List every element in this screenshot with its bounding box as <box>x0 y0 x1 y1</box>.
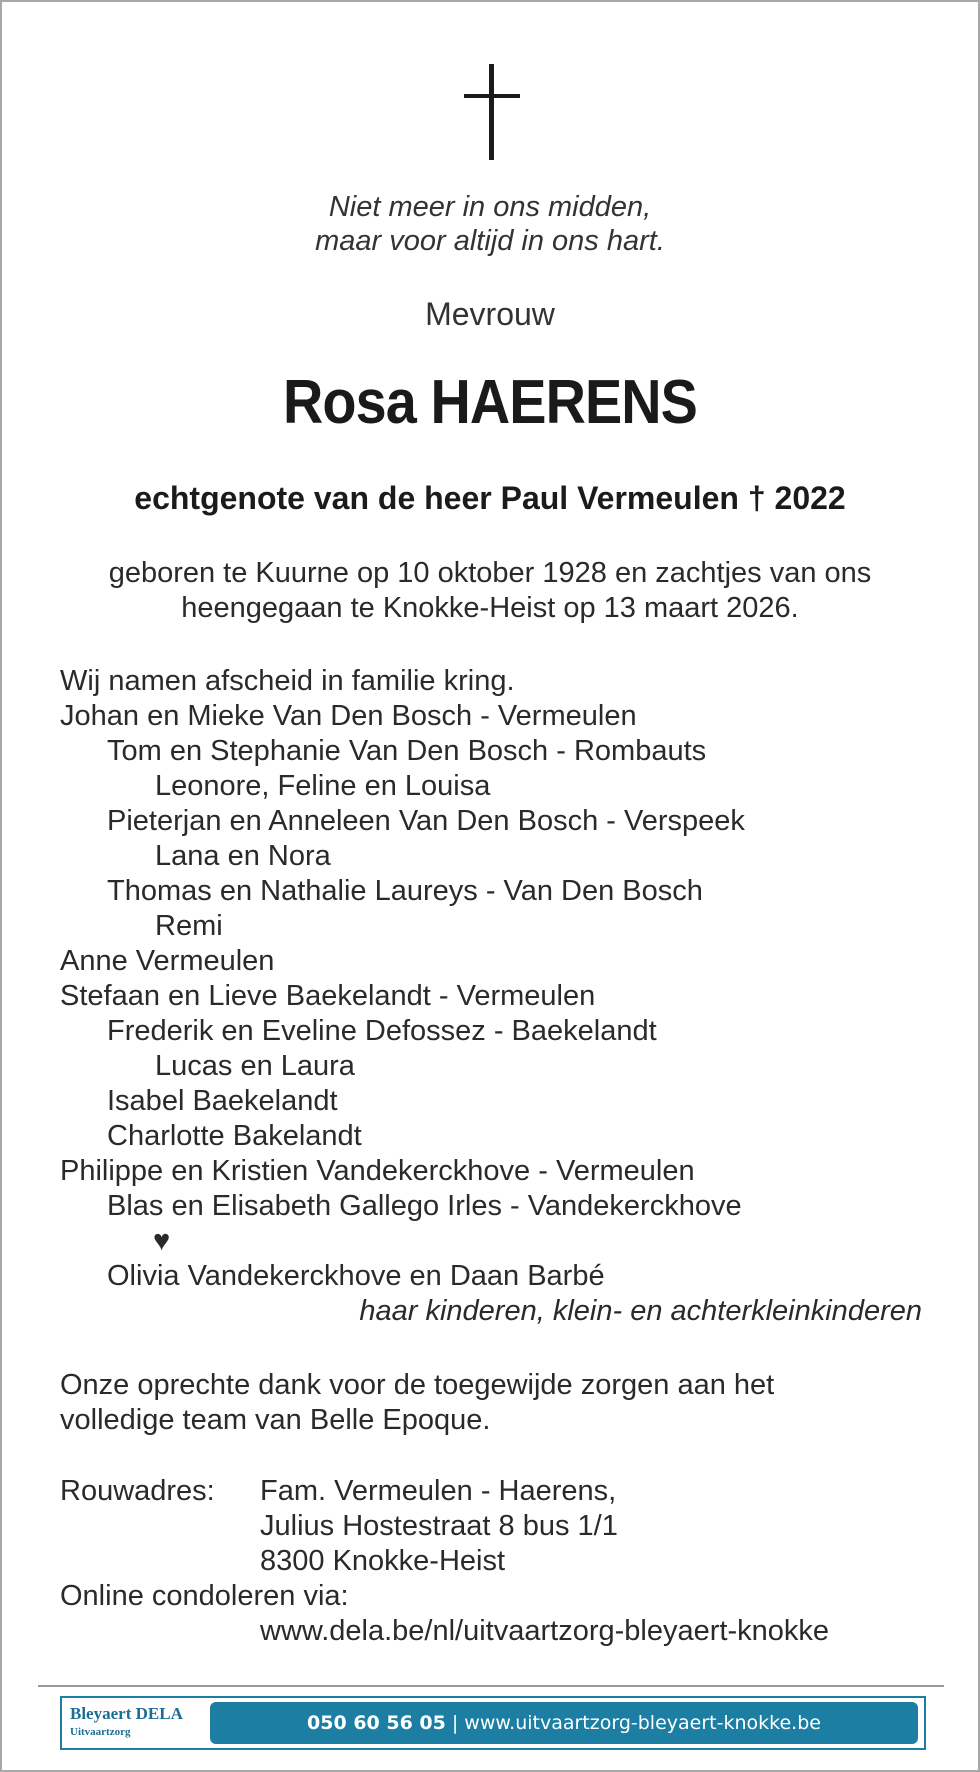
cross-icon <box>464 64 520 160</box>
online-label: Online condoleren via: <box>60 1580 349 1612</box>
motto <box>2 190 978 258</box>
family-line: Remi <box>155 910 223 942</box>
funeral-home-logo <box>70 1704 204 1744</box>
family-line: Leonore, Feline en Louisa <box>155 770 491 802</box>
family-line: Pieterjan en Anneleen Van Den Bosch - Verspeek <box>107 805 745 837</box>
birth-line: geboren te Kuurne op 10 oktober 1928 en zachtjes van ons <box>108 557 872 589</box>
family-line: Olivia Vandekerckhove en Daan Barbé <box>107 1260 605 1292</box>
family-intro: Wij namen afscheid in familie kring. <box>60 665 515 697</box>
deceased-name: Rosa HAERENS <box>283 368 697 437</box>
family-line: Philippe en Kristien Vandekerckhove - Vermeulen <box>60 1155 695 1187</box>
logo-subtitle: Uitvaartzorg <box>70 1726 131 1738</box>
funeral-home-banner <box>60 1696 926 1750</box>
divider <box>38 1685 944 1687</box>
address-line: 8300 Knokke-Heist <box>260 1545 506 1577</box>
family-line: Anne Vermeulen <box>60 945 275 977</box>
family-line: Lana en Nora <box>155 840 331 872</box>
website-link[interactable]: www.uitvaartzorg-bleyaert-knokke.be <box>464 1712 821 1734</box>
phone-number[interactable]: 050 60 56 05 <box>307 1712 446 1734</box>
family-line: Charlotte Bakelandt <box>107 1120 362 1152</box>
death-line: heengegaan te Knokke-Heist op 13 maart 2026. <box>181 592 799 624</box>
thanks-line-1: Onze oprechte dank voor de toegewijde zorgen aan het <box>60 1369 775 1401</box>
family-line: Frederik en Eveline Defossez - Baekelandt <box>107 1015 657 1047</box>
birth-death-text <box>2 556 978 626</box>
family-signature: haar kinderen, klein- en achterkleinkinderen <box>359 1295 922 1327</box>
family-line: Stefaan en Lieve Baekelandt - Vermeulen <box>60 980 596 1012</box>
family-line: Isabel Baekelandt <box>107 1085 338 1117</box>
address-line: Julius Hostestraat 8 bus 1/1 <box>260 1510 618 1542</box>
family-line: Blas en Elisabeth Gallego Irles - Vandekerckhove <box>107 1190 742 1222</box>
contact-bar <box>210 1702 918 1744</box>
family-line: Tom en Stephanie Van Den Bosch - Rombauts <box>107 735 707 767</box>
motto-line-1: Niet meer in ons midden, <box>328 191 652 223</box>
honorific: Mevrouw <box>425 296 555 332</box>
heart-icon: ♥ <box>153 1225 171 1257</box>
address-line: Fam. Vermeulen - Haerens, <box>260 1475 617 1507</box>
family-line: Thomas en Nathalie Laureys - Van Den Bosch <box>107 875 703 907</box>
thanks-line-2: volledige team van Belle Epoque. <box>60 1404 491 1436</box>
motto-line-2: maar voor altijd in ons hart. <box>315 225 665 257</box>
family-line: Johan en Mieke Van Den Bosch - Vermeulen <box>60 700 637 732</box>
condolence-link[interactable]: www.dela.be/nl/uitvaartzorg-bleyaert-knokke <box>260 1615 829 1647</box>
spouse-line: echtgenote van de heer Paul Vermeulen † 2022 <box>134 480 846 516</box>
family-line: Lucas en Laura <box>155 1050 355 1082</box>
address-label: Rouwadres: <box>60 1475 215 1507</box>
logo-name: Bleyaert DELA <box>70 1704 183 1723</box>
separator: | <box>451 1712 459 1734</box>
